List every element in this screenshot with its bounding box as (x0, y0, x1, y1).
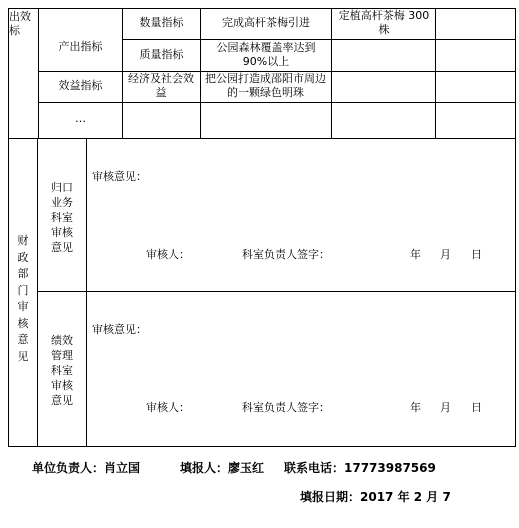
dept-year: 年 (410, 248, 421, 261)
perf-month: 月 (440, 401, 451, 414)
dept-review-label: 归口业务科室审核意见 (51, 181, 73, 254)
dept-day: 日 (471, 248, 482, 261)
quantity-target: 定植高杆茶梅 300 株 (338, 9, 430, 36)
side-label-top: 出效标 (9, 10, 31, 37)
dept-reviewer: 审核人： (146, 248, 190, 261)
unit-head: 单位负责人：肖立国 (32, 461, 141, 475)
perf-review-opinion: 审核意见： (92, 323, 147, 336)
quantity-type: 数量指标 (139, 16, 184, 29)
finance-review-label: 财政部门审核意见 (17, 234, 29, 363)
dept-month: 月 (440, 248, 451, 261)
quantity-indicator: 完成高杆茶梅引进 (222, 16, 310, 29)
contact-phone: 联系电话：17773987569 (284, 461, 436, 475)
fill-date: 填报日期：2017 年 2 月 7 (300, 490, 451, 504)
perf-head-sign: 科室负责人签字： (242, 401, 330, 414)
dept-head-sign: 科室负责人签字： (242, 248, 330, 261)
perf-day: 日 (471, 401, 482, 414)
dept-review-opinion: 审核意见： (92, 170, 147, 183)
output-indicator-label: 产出指标 (58, 40, 103, 53)
ellipsis-row-label: … (75, 112, 86, 125)
perf-year: 年 (410, 401, 421, 414)
filler: 填报人：廖玉红 (180, 461, 265, 475)
quality-indicator: 公园森林覆盖率达到90%以上 (216, 41, 316, 68)
benefit-indicator: 把公园打造成邵阳市周边的一颗绿色明珠 (205, 72, 326, 99)
perf-reviewer: 审核人： (146, 401, 190, 414)
benefit-indicator-label: 效益指标 (58, 79, 103, 92)
quality-type: 质量指标 (139, 48, 184, 61)
perf-review-label: 绩效管理科室审核意见 (51, 334, 73, 407)
benefit-type: 经济及社会效益 (128, 72, 194, 99)
